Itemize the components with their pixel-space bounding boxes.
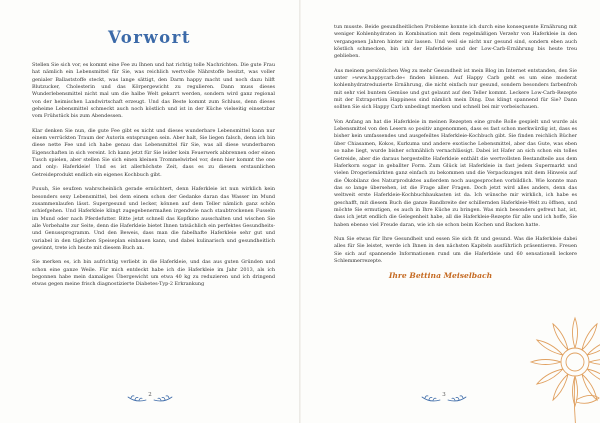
paragraph: Puuuh, Sie seufzen wahrscheinlich gerade ernüchtert, denn Haferkleie ist nun wirklich kein besonders sexy Lebensmittel, bei dem einem schon der Gedanke daran das Wasser im Mund zusammenlaufen lässt. Supergesund und lecker, können auf dem Teller nämlich ganz schön schiefgehen. Und Haferkleie klingt zugegebenermaßen irgendwie nach staubtrockenen Fusseln im Mund oder nach Pferdefutter. Bitte jetzt schnell das Kopfkino ausschalten und wischen Sie alle Vorbehalte zur Seite, denn die Haferkleie bietet Ihnen tatsächlich ein perfektes Gesundheits- und Genussprogramm. Und den Beweis, dass man die fabelhafte Haferkleie sehr gut und variabel in den täglichen Speiseplan einbauen kann, und dabei kulinarisch und gesundheitlich gewinnt, trete ich heute mit diesem Buch an. <box>32 186 275 251</box>
paragraph: Klar denken Sie nun, die gute Fee gibt es nicht und dieses wunderbare Lebensmittel kann nur einem verrückten Traum der Autorin entsprungen sein. Aber halt, Sie liegen falsch, denn ich bin diese nette Fee und ich habe genau das Lebensmittel für Sie, was all diese wunderbaren Eigenschaften in sich vereint. Ich kann jetzt für Sie leider kein Feuerwerk abbrennen oder einen Tusch spielen, aber stellen Sie sich einen kleinen Trommelwirbel vor, denn hier kommt the one and only: Haferkleie! Und es ist allerhöchste Zeit, dass es zu diesem erstaunlichen Getreideprodukt endlich ein eigenes Kochbuch gibt. <box>32 127 275 178</box>
right-body-text <box>334 24 577 280</box>
paragraph: tun musste. Beide gesundheitlichen Probleme konnte ich durch eine konsequente Ernährung mit weniger Kohlenhydraten in Kombination mit dem regelmäßigen Verzehr von Haferkleie in den vergangenen Jahren hinter mir lassen. Und weil sie nicht nur gesund sind, sondern eben auch köstlich schmecken, bin ich der Haferkleie und der Low-Carb-Ernährung bis heute treu geblieben. <box>334 24 577 60</box>
right-page <box>301 0 600 423</box>
paragraph: Aus meinem persönlichen Weg zu mehr Gesundheit ist mein Blog im Internet entstanden, den Sie unter »www.happycarb.de« finden können. Auf Happy Carb geht es um eine moderat kohlenhydratreduzierte Ernährung, die nicht einfach nur gesund, sondern besonders farbenfroh mit sehr viel buntem Gemüse und gut gelaunt auf den Teller kommt. Leckere Low-Carb-Rezepte mit der Extraportion Happiness sind nämlich mein Ding. Das klingt spannend für Sie? Dann sollten Sie sich Happy Carb unbedingt merken und schnell bei mir vorbeischauen. <box>334 67 577 111</box>
page-number: 3 <box>442 392 446 398</box>
author-signature: Ihre Bettina Meiselbach <box>388 271 493 281</box>
chapter-heading: Vorwort <box>107 28 191 47</box>
page-folio <box>418 393 470 407</box>
paragraph: Sie merken es, ich bin aufrichtig verliebt in die Haferkleie, und das aus guten Gründen und schon eine ganze Weile. Für mich entdeckt habe ich die Haferkleie im Jahr 2013, als ich begonnen habe mein damaliges Übergewicht um etwa 40 kg zu reduzieren und ich dringend etwas gegen meine frisch diagnostizierte Diabetes-Typ-2 Erkrankung <box>32 259 275 288</box>
page-number: 2 <box>148 392 152 398</box>
paragraph: Stellen Sie sich vor, es kommt eine Fee zu Ihnen und hat richtig tolle Nachrichten. Die gute Frau hat nämlich ein Lebensmittel für Sie, was reichlich wertvolle Nährstoffe besitzt, was voller genialer Ballaststoffe steckt, was lange sättigt, den Darm happy macht und noch dazu hilft Blutzucker, Cholesterin und das Körpergewicht zu regulieren. Dann muss dieses Wunderlebensmittel nicht mal um die halbe Welt gekarrt werden, sondern wird ganz regional von der heimischen Landwirtschaft erzeugt. Und das Beste kommt zum Schluss, denn dieses geheime Lebensmittel schmeckt auch noch köstlich und ist in der Küche vielseitig einsetzbar vom Frühstück bis zum Abendessen. <box>32 62 275 120</box>
page-folio <box>124 393 176 407</box>
paragraph: Von Anfang an hat die Haferkleie in meinen Rezepten eine große Rolle gespielt und wurde als Lebensmittel von den Lesern so positiv angenommen, dass es fast schon merkwürdig ist, dass es bisher kein umfassendes und ausgefeiltes Haferkleie-Kochbuch gibt. Sie finden reichlich Bücher über Chiasamen, Kokos, Kurkuma und andere exotische Lebensmittel, aber das Gute, was eben so nahe liegt, wurde bisher schmählich vernachlässigt. Dabei ist Hafer an sich schon ein tolles Getreide, aber die daraus hergestellte Haferkleie enthält die wertvollsten Bestandteile aus dem Haferkorn sogar in geballter Form. Zum Glück ist Haferkleie in fast jedem Supermarkt und vielen Drogeriemärkten ganz einfach zu bekommen und die Verpackungen mit dem Hinweis auf die Ökobilanz des Naturproduktes außerdem noch ausgesprochen vorbildlich. Wie konnte man das so lange übersehen, ist die Frage aller Fragen. Doch jetzt wird alles anders, denn das weltweit erste Haferkleie-Kochbuchbaukasten ist da. Ich wünsche mir wirklich, ich habe es geschafft, mit diesem Buch die ganze Bandbreite der schillernden Haferkleie-Welt zu öffnen, und möchte Sie ermutigen, es auch in Ihre Küche zu bringen. Was mich besonders gefreut hat, ist, dass ich jetzt endlich die Gelegenheit habe, all die Haferkleie-Rezepte für alle und ich hoffe, Sie haben ebenso viel Freude daran, wie ich sie schon beim Kochen und Backen hatte. <box>334 118 577 228</box>
paragraph: Nun Sie etwas für Ihre Gesundheit und essen Sie sich fit und gesund. Was die Haferkleie dabei alles für Sie leistet, werde ich Ihnen in den nächsten Kapiteln ausführlich präsentieren. Freuen Sie sich auf spannende Informationen rund um die Haferkleie und 60 sensationell leckere Schlemmerrezepte. <box>334 235 577 264</box>
left-page <box>0 0 299 423</box>
left-body-text <box>32 62 275 296</box>
sunflower-outline-icon <box>515 300 600 423</box>
